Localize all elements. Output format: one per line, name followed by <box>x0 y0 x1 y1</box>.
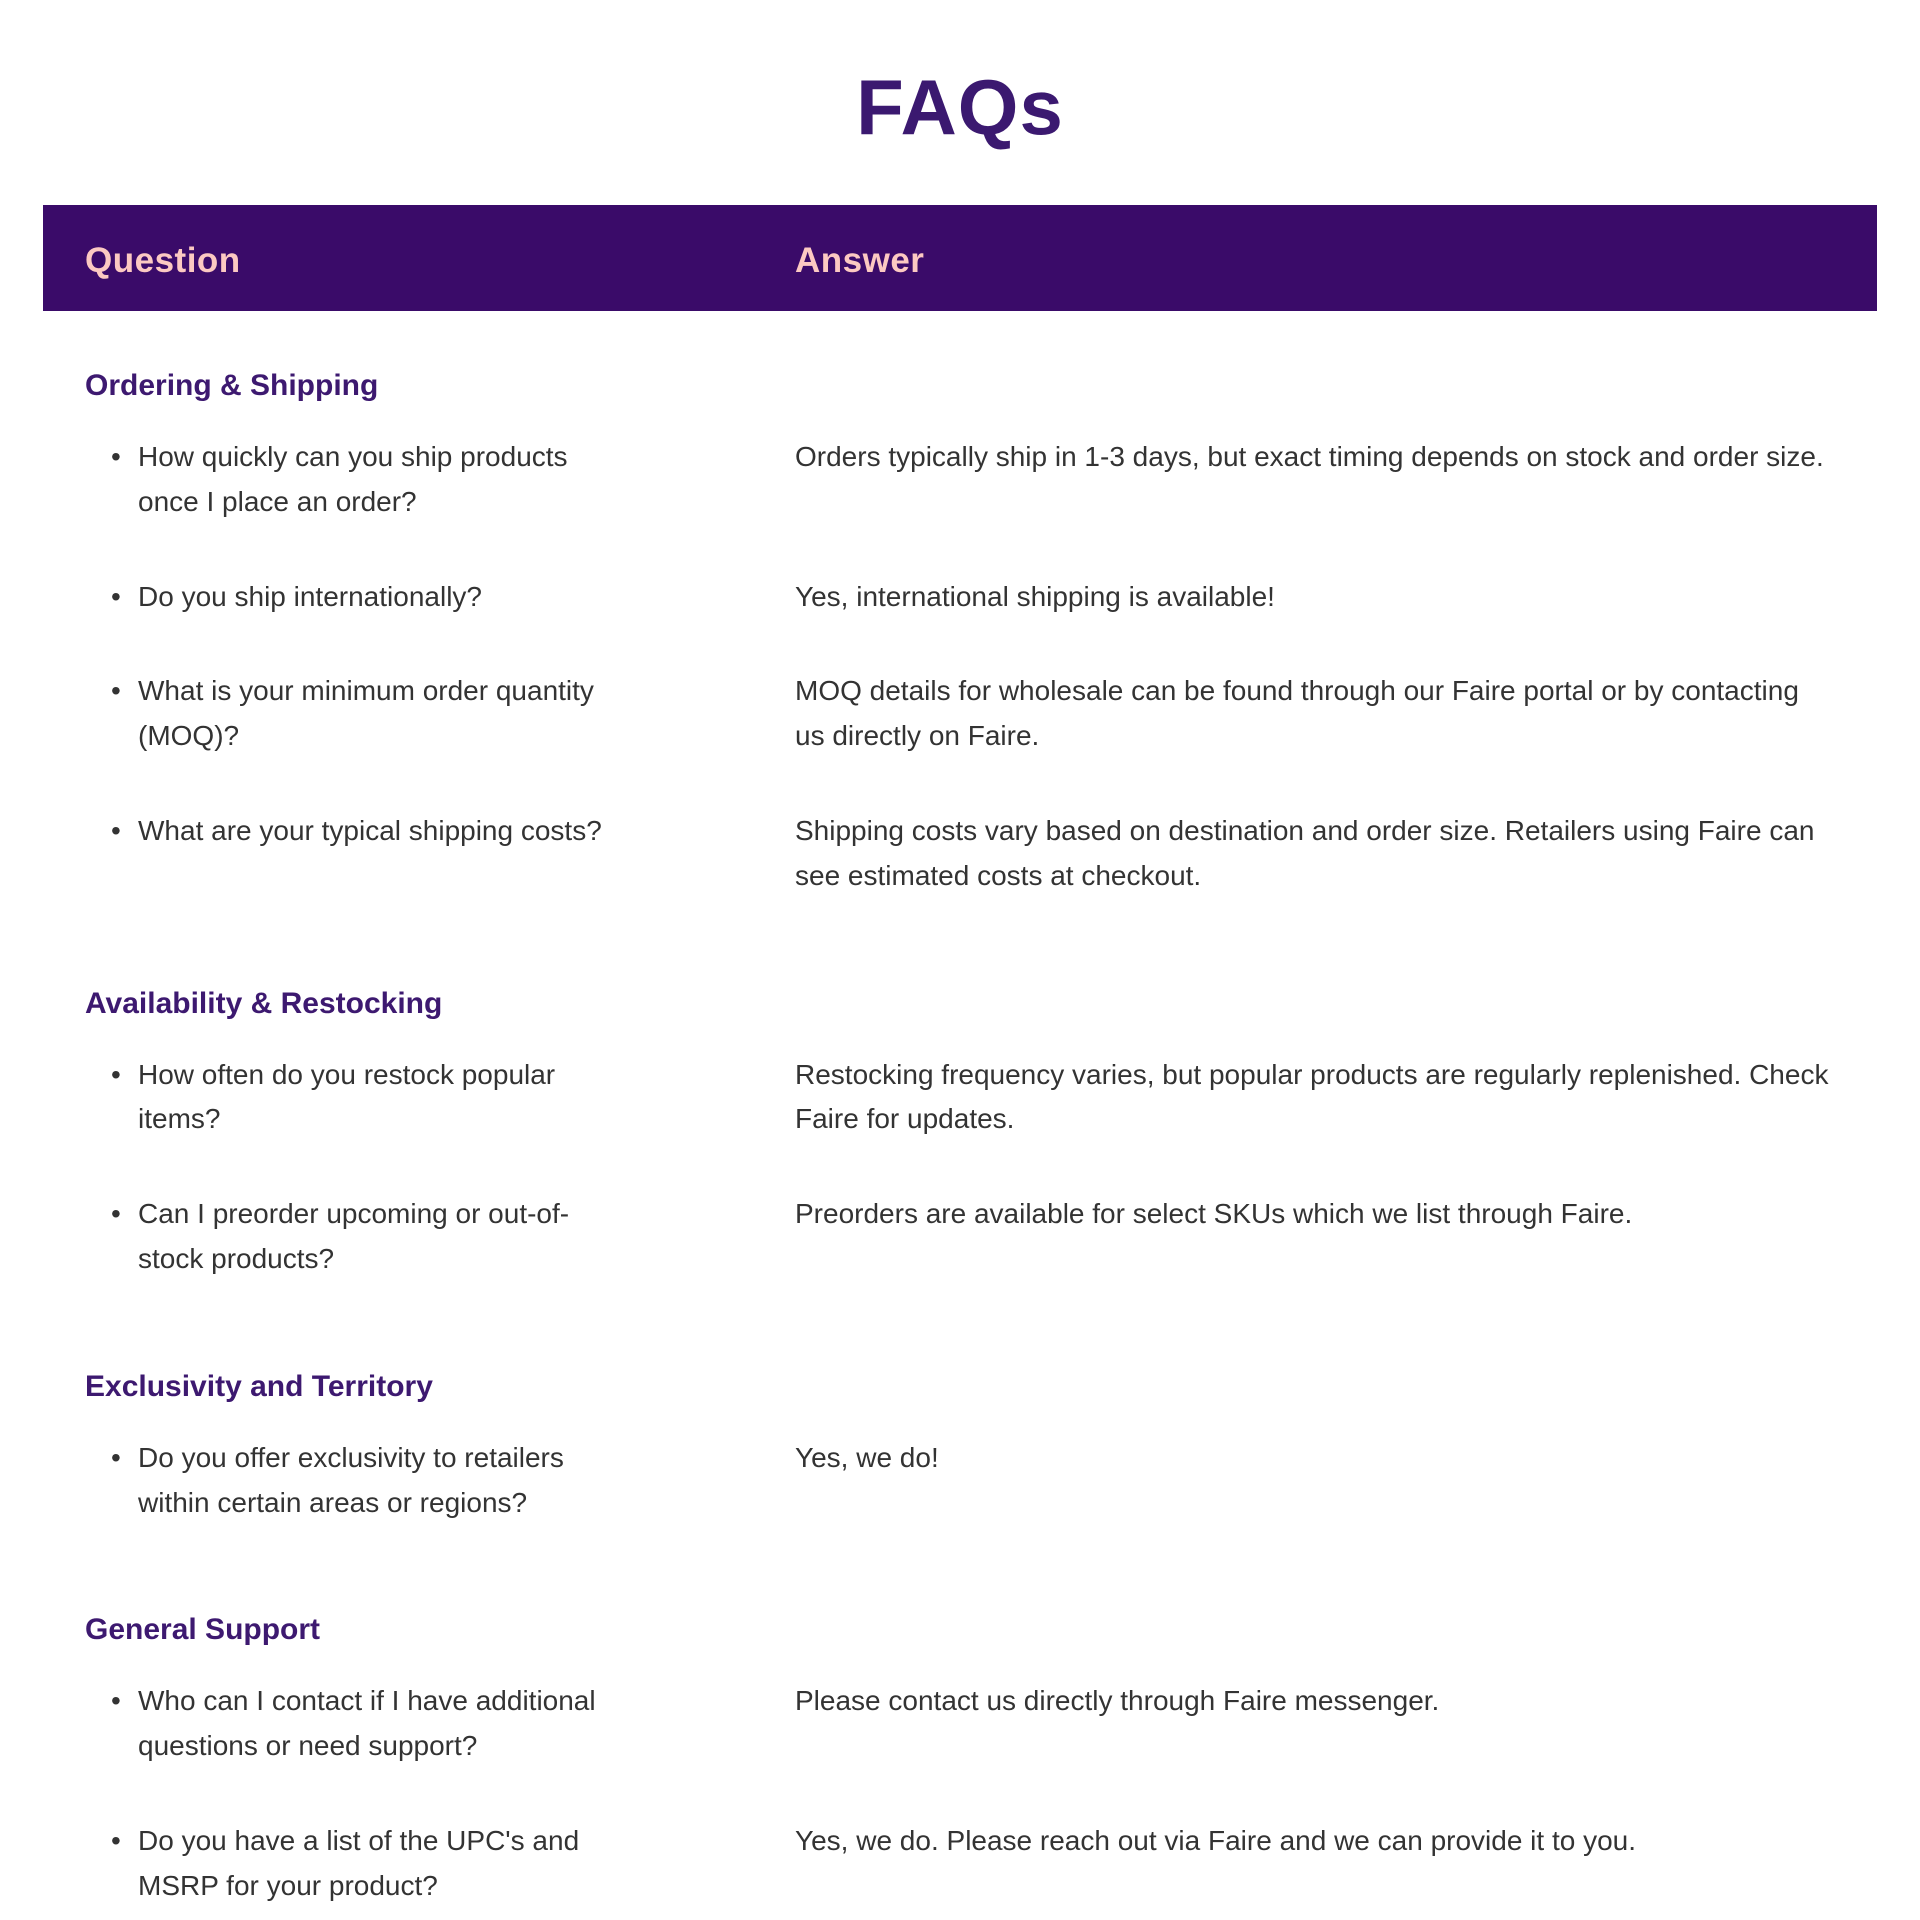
bullet-icon: • <box>111 1441 121 1473</box>
faq-row <box>85 669 1832 759</box>
section-rows <box>85 1436 1832 1526</box>
bullet-icon: • <box>111 1058 121 1090</box>
faq-section <box>85 1613 1832 1908</box>
question-cell <box>85 1819 670 1909</box>
section-rows <box>85 1679 1832 1908</box>
section-title: Ordering & Shipping <box>85 369 379 402</box>
answer-text: Yes, international shipping is available! <box>795 580 1275 612</box>
bullet-icon: • <box>111 580 121 612</box>
faq-row <box>85 1053 1832 1143</box>
faq-section <box>85 987 1832 1282</box>
bullet-icon: • <box>111 675 121 707</box>
answer-text: Yes, we do. Please reach out via Faire and we can provide it to you. <box>795 1824 1637 1856</box>
answer-text: Please contact us directly through Faire messenger. <box>795 1685 1440 1717</box>
faq-table <box>43 369 1877 1909</box>
question-cell <box>85 1192 670 1282</box>
bullet-icon: • <box>111 814 121 846</box>
faq-section <box>85 1370 1832 1526</box>
faq-row <box>85 1819 1832 1909</box>
section-title: General Support <box>85 1613 321 1647</box>
faq-row <box>85 809 1832 899</box>
answer-text: Yes, we do! <box>795 1441 939 1473</box>
question-text: How quickly can you ship products once I place an order? <box>138 441 568 517</box>
answer-text: Shipping costs vary based on destination and order size. Retailers using Faire can see estimated costs at checkout. <box>795 814 1815 891</box>
answer-text: Restocking frequency varies, but popular products are regularly replenished. Check Faire for updates. <box>795 1058 1829 1135</box>
faq-section <box>85 369 1832 899</box>
table-header-bar <box>43 205 1877 311</box>
question-cell <box>85 575 670 620</box>
answer-text: Preorders are available for select SKUs which we list through Faire. <box>795 1198 1633 1230</box>
question-cell <box>85 435 670 525</box>
question-column-header: Question <box>85 241 241 280</box>
section-rows <box>85 435 1832 899</box>
bullet-icon: • <box>111 1198 121 1230</box>
bullet-icon: • <box>111 1824 121 1856</box>
answer-text: Orders typically ship in 1-3 days, but exact timing depends on stock and order size. <box>795 441 1824 472</box>
question-cell <box>85 1679 670 1769</box>
section-title: Exclusivity and Territory <box>85 1369 433 1403</box>
question-cell <box>85 1053 670 1143</box>
question-text: Who can I contact if I have additional questions or need support? <box>138 1685 596 1762</box>
section-rows <box>85 1053 1832 1282</box>
faq-row <box>85 1436 1832 1526</box>
question-text: Can I preorder upcoming or out-of-stock products? <box>138 1198 570 1274</box>
section-title: Availability & Restocking <box>85 986 443 1020</box>
bullet-icon: • <box>111 1685 121 1717</box>
question-text: Do you ship internationally? <box>138 580 482 612</box>
question-cell <box>85 669 670 759</box>
answer-text: MOQ details for wholesale can be found through our Faire portal or by contacting us directly on Faire. <box>795 675 1799 752</box>
answer-column-header: Answer <box>795 241 925 280</box>
faq-row <box>85 435 1832 525</box>
faq-row <box>85 575 1832 620</box>
question-text: What is your minimum order quantity (MOQ)? <box>138 675 594 752</box>
bullet-icon: • <box>111 441 121 472</box>
question-cell <box>85 1436 670 1526</box>
question-text: How often do you restock popular items? <box>138 1058 556 1135</box>
page-title: FAQs <box>856 63 1064 151</box>
question-cell <box>85 809 670 854</box>
question-text: Do you offer exclusivity to retailers within certain areas or regions? <box>138 1441 564 1518</box>
question-text: What are your typical shipping costs? <box>138 814 602 846</box>
faq-row <box>85 1679 1832 1769</box>
question-text: Do you have a list of the UPC's and MSRP for your product? <box>138 1824 580 1901</box>
faq-row <box>85 1192 1832 1282</box>
